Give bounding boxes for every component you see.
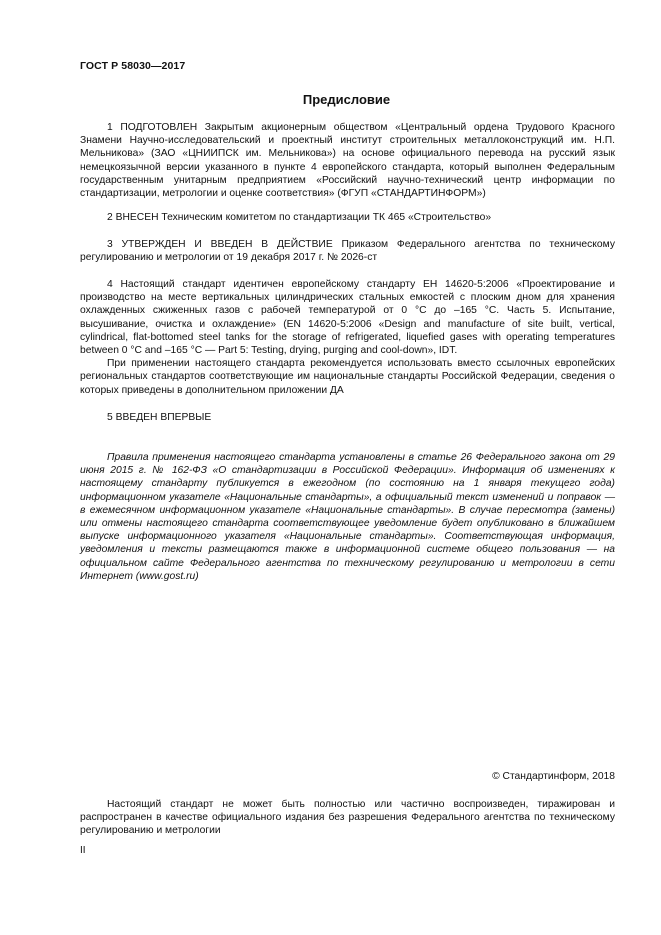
paragraph-2-block	[80, 211, 615, 224]
paragraph-5-block	[80, 411, 615, 424]
italic-notice: Правила применения настоящего стандарта установлены в статье 26 Федерального закона от 29 июня 2015 г. № 162-ФЗ «О стандартизации в Российской Федерации». Информация об изменениях к настоящему стандарту публикуется в ежегодном (по состоянию на 1 января текущего года) информационном указателе «Национальные стандарты», а официальный текст изменений и поправок — в ежемесячном информационном указателе «Национальные стандарты». В случае пересмотра (замены) или отмены настоящего стандарта соответствующее уведомление будет опубликовано в ближайшем выпуске информационного указателя «Национальные стандарты». Соответствующая информация, уведомления и тексты размещаются также в информационной системе общего пользования — на официальном сайте Федерального агентства по техническому регулированию и метрологии в сети Интернет (www.gost.ru)	[80, 452, 615, 582]
paragraph-identical: 4 Настоящий стандарт идентичен европейскому стандарту ЕН 14620-5:2006 «Проектирование и производство на месте вертикальных цилиндрических стальных емкостей с плоским дном для хранения охлажденных сжиженных газов с рабочей температурой от 0 °С до –165 °С. Часть 5. Испытание, высушивание, очистка и охлаждение» (EN 14620-5:2006 «Design and manufacture of site built, vertical, cylindrical, flat-bottomed steel tanks for the storage of refrigerated, liquefied gases with operating temperatures between 0 °C and –165 °C — Part 5: Testing, drying, purging and cool-down», IDT.	[80, 279, 615, 357]
footer-notice: Настоящий стандарт не может быть полностью или частично воспроизведен, тиражирован и распространен в качестве официального издания без разрешения Федерального агентства по техническому регулированию и метрологии	[80, 799, 615, 837]
footer-notice-block	[80, 798, 615, 838]
paragraph-approved: 3 УТВЕРЖДЕН И ВВЕДЕН В ДЕЙСТВИЕ Приказом Федерального агентства по техническому регулированию и метрологии от 19 декабря 2017 г. № 2026-ст	[80, 239, 615, 264]
paragraph-submitted: 2 ВНЕСЕН Техническим комитетом по стандартизации ТК 465 «Строительство»	[107, 212, 492, 223]
italic-notice-block	[80, 451, 615, 583]
paragraph-3-block	[80, 238, 615, 264]
paragraph-first-introduced: 5 ВВЕДЕН ВПЕРВЫЕ	[107, 412, 212, 423]
standard-code: ГОСТ Р 58030—2017	[80, 60, 186, 72]
paragraph-1-block	[80, 121, 615, 200]
page-number: II	[80, 845, 86, 856]
copyright-line: © Стандартинформ, 2018	[492, 771, 615, 782]
paragraph-prepared: 1 ПОДГОТОВЛЕН Закрытым акционерным обществом «Центральный ордена Трудового Красного Знамени Научно-исследовательский и проектный институт строительных металлоконструкций им. Н.П. Мельникова» (ЗАО «ЦНИИПСК им. Мельникова») на основе официального перевода на русский язык немецкоязычной версии указанного в пункте 4 европейского стандарта, который выполнен Федеральным государственным унитарным предприятием «Российский научно-технический центр информации по стандартизации, метрологии и оценке соответствия» (ФГУП «СТАНДАРТИНФОРМ»)	[80, 122, 615, 200]
paragraph-4-block	[80, 278, 615, 397]
section-heading: Предисловие	[302, 92, 391, 107]
paragraph-references: При применении настоящего стандарта рекомендуется использовать вместо ссылочных европейских региональных стандартов соответствующие им национальные стандарты Российской Федерации, сведения о которых приведены в дополнительном приложении ДА	[80, 358, 615, 396]
